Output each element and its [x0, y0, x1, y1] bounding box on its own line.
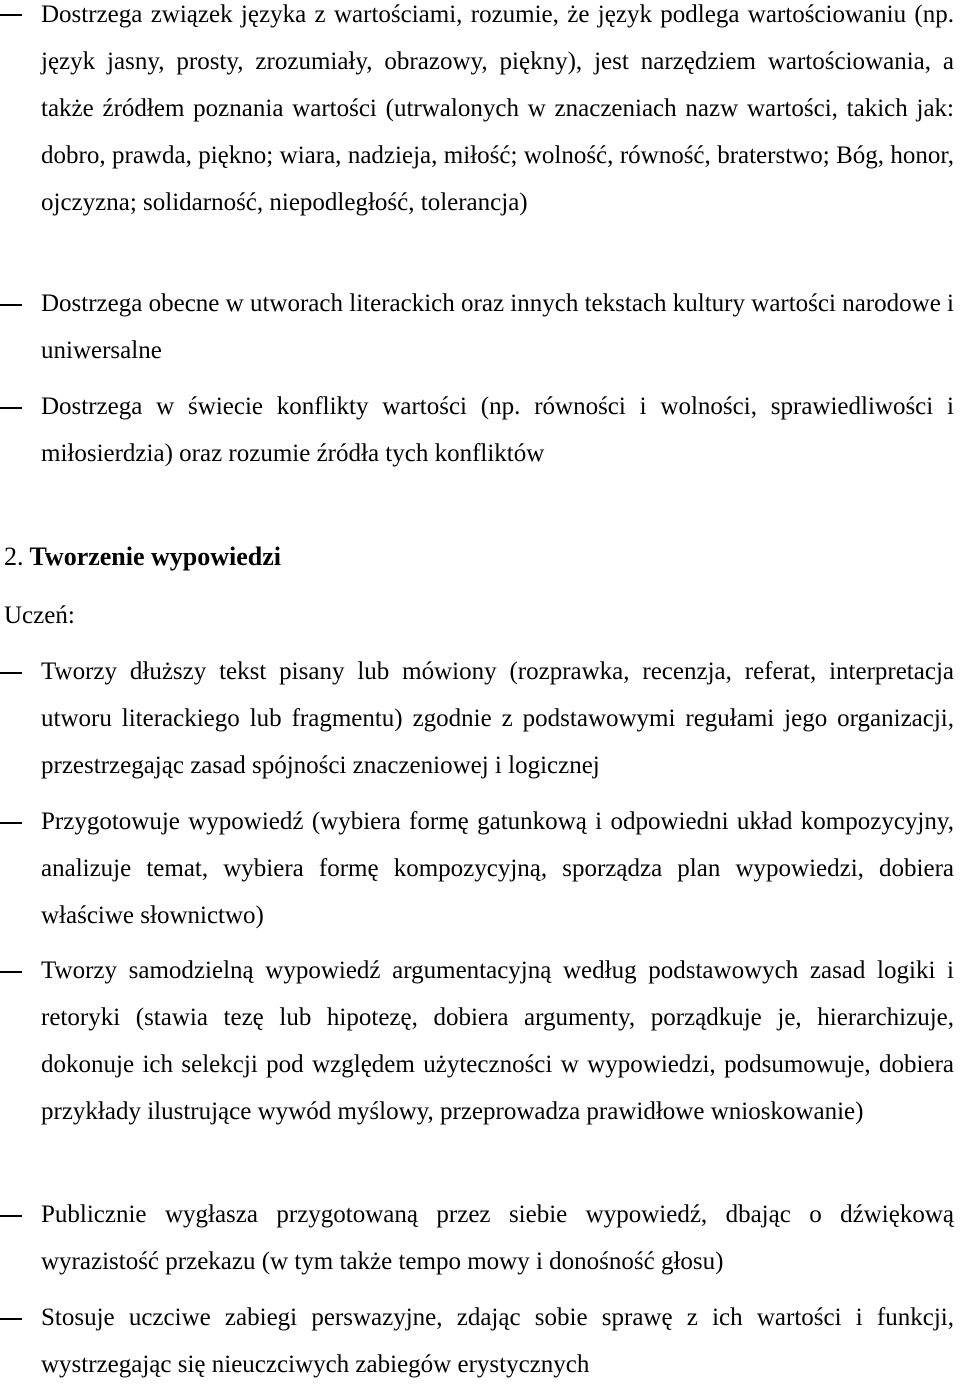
- list-item: Publicznie wygłasza przygotowaną przez siebie wypowiedź, dbając o dźwiękową wyrazistość przekazu (w tym także tempo mowy i donośność głosu): [41, 1201, 954, 1275]
- section-number: 2.: [4, 542, 24, 571]
- list-item: Dostrzega związek języka z wartościami, rozumie, że język podlega wartościowaniu (np. język jasny, prosty, zrozumiały, obrazowy, piękny), jest narzędziem wartościowania, a także źródłem poznania wartości (utrwalonych w znaczeniach nazw wartości, takich jak: dobro, prawda, piękno; wiara, nadzieja, miłość; wolność, równość, braterstwo; Bóg, honor, ojczyzna; solidarność, niepodległość, tolerancja): [41, 1, 954, 216]
- bullet-dash: [0, 971, 22, 973]
- bullet-dash: [0, 304, 22, 306]
- list-item: Dostrzega w świecie konflikty wartości (np. równości i wolności, sprawiedliwości i miłosierdzia) oraz rozumie źródła tych konfliktów: [41, 393, 954, 467]
- bullet-dash: [0, 14, 22, 16]
- bullet-dash: [0, 1318, 22, 1320]
- list-item: Tworzy dłuższy tekst pisany lub mówiony (rozprawka, recenzja, referat, interpretacja utworu literackiego lub fragmentu) zgodnie z podstawowymi regułami jego organizacji, przestrzegając zasad spójności znaczeniowej i logicznej: [41, 658, 954, 779]
- list-item: Tworzy samodzielną wypowiedź argumentacyjną według podstawowych zasad logiki i retoryki (stawia tezę lub hipotezę, dobiera argumenty, porządkuje je, hierarchizuje, dokonuje ich selekcji pod względem użyteczności w wypowiedzi, podsumowuje, dobiera przykłady ilustrujące wywód myślowy, przeprowadza prawidłowe wnioskowanie): [41, 957, 954, 1125]
- bullet-dash: [0, 822, 22, 824]
- bullet-dash: [0, 1215, 22, 1217]
- section-title: Tworzenie wypowiedzi: [29, 542, 282, 571]
- section-heading: [4, 533, 281, 580]
- section-subheading: Uczeń:: [4, 602, 75, 629]
- list-item: Przygotowuje wypowiedź (wybiera formę gatunkową i odpowiedni układ kompozycyjny, analizuje temat, wybiera formę kompozycyjną, sporządza plan wypowiedzi, dobiera właściwe słownictwo): [41, 808, 954, 929]
- list-item: Stosuje uczciwe zabiegi perswazyjne, zdając sobie sprawę z ich wartości i funkcji, wystrzegając się nieuczciwych zabiegów erystycznych: [41, 1304, 954, 1378]
- bullet-dash: [0, 672, 22, 674]
- list-item: Dostrzega obecne w utworach literackich oraz innych tekstach kultury wartości narodowe i uniwersalne: [41, 290, 954, 364]
- bullet-dash: [0, 407, 22, 409]
